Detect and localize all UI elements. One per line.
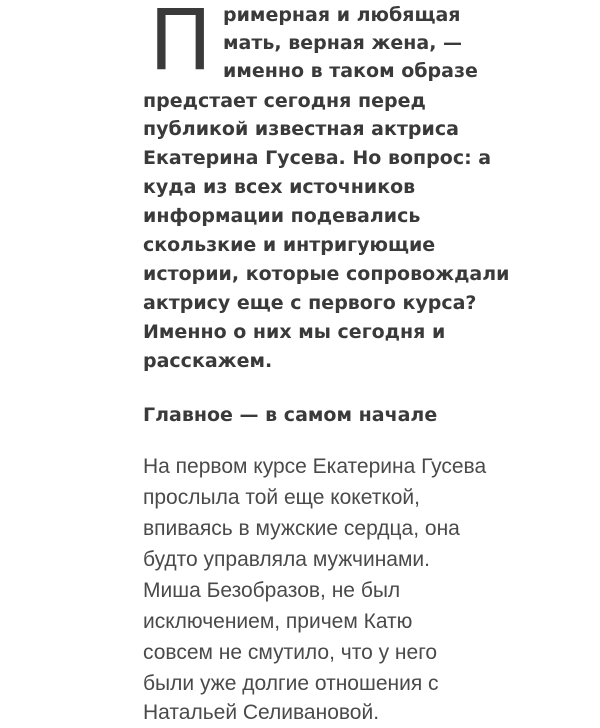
body-line: Миша Безобразов, не был xyxy=(143,579,401,602)
body-line: будто управляла мужчинами. xyxy=(143,548,430,571)
drop-cap: П xyxy=(149,0,213,89)
section-heading: Главное — в самом начале xyxy=(143,404,438,426)
lead-line: информации подевались xyxy=(143,205,421,227)
lead-line: именно в таком образе xyxy=(223,60,478,82)
body-line: Натальей Селивановой. xyxy=(143,701,380,724)
lead-line: истории, которые сопровождали xyxy=(143,263,510,285)
body-line: прослыла той еще кокеткой, xyxy=(143,486,420,509)
lead-paragraph xyxy=(143,0,583,380)
lead-line: Именно о них мы сегодня и xyxy=(143,321,446,343)
article xyxy=(143,0,583,724)
lead-line: римерная и любящая xyxy=(223,4,461,26)
lead-line: расскажем. xyxy=(143,350,273,372)
lead-line: мать, верная жена, — xyxy=(223,32,463,54)
body-line: исключением, причем Катю xyxy=(143,610,413,633)
body-line: совсем не смутило, что у него xyxy=(143,641,438,664)
body-line: впиваясь в мужские сердца, она xyxy=(143,517,460,540)
lead-line: публикой известная актриса xyxy=(143,118,459,140)
body-line: На первом курсе Екатерина Гусева xyxy=(143,455,487,478)
lead-line: предстает сегодня перед xyxy=(143,90,426,112)
lead-line: куда из всех источников xyxy=(143,176,416,198)
body-line: были уже долгие отношения с xyxy=(143,672,439,695)
lead-line: актрису еще с первого курса? xyxy=(143,292,477,314)
lead-line: Екатерина Гусева. Но вопрос: а xyxy=(143,147,492,169)
lead-line: скользкие и интригующие xyxy=(143,234,436,256)
